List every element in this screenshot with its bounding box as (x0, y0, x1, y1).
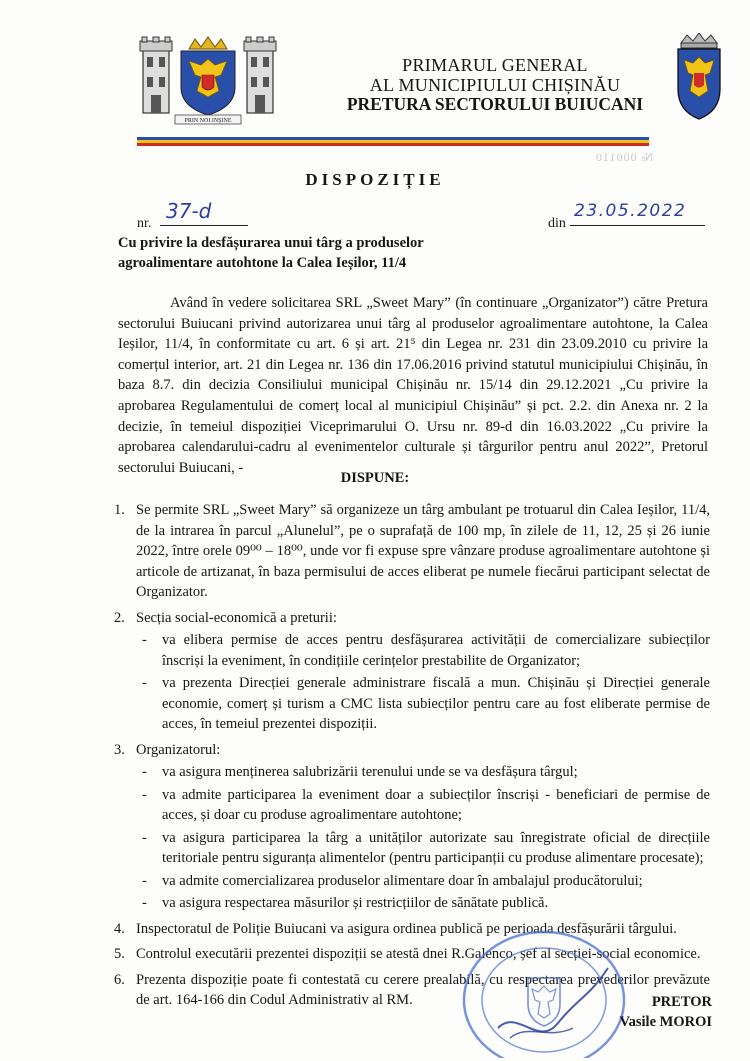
item-text: Controlul executării prezentei dispoziții se atestă dnei R.Galenco, șef al secției-social economice. (136, 946, 701, 962)
document-subject: Cu privire la desfășurarea unui târg a produselor agroalimentare autohtone la Calea Ieșilor, 11/4 (118, 235, 424, 271)
sub-item (136, 871, 710, 892)
sub-item-text: va admite participarea la eveniment doar a subiecților înscriși - beneficiari de permise de acces, și doar cu produse agroalimentare autohtone; (162, 786, 710, 823)
header-pretura: PRETURA SECTORULUI BUIUCANI (346, 94, 644, 114)
ghost-serial: № 000110 (595, 150, 654, 164)
official-stamp (458, 928, 630, 1058)
sub-item-text: va prezenta Direcției generale administrare fiscală a mun. Chișinău și Direcției generale economie, comerț și turism a CMC lista subiecților pentru care au fost eliberate permise de acces, în temeiul prezentei dispoziții. (162, 675, 710, 732)
item-text: Secția social-economică a preturii: (136, 609, 337, 626)
header-municipiul: AL MUNICIPIULUI CHIȘINĂU (369, 75, 621, 95)
dash-bullet: - (142, 872, 147, 889)
sub-item (136, 630, 710, 671)
sub-item-text: va asigura menținerea salubrizării terenului unde se va desfășura târgul; (162, 764, 578, 780)
nr-value: 37-d (160, 196, 248, 226)
date-value: 23.05.2022 (570, 196, 705, 226)
sub-item (136, 762, 710, 783)
item-number: 6. (114, 971, 125, 988)
dash-bullet: - (142, 829, 147, 846)
dash-bullet: - (142, 764, 147, 780)
emblem-motto: PRIN NOI INȘINE (184, 118, 232, 124)
sub-item (136, 893, 710, 914)
header-primarul-general: PRIMARUL GENERAL (402, 55, 588, 75)
sub-item-text: va admite comercializarea produselor alimentare doar în ambalajul producătorului; (162, 872, 643, 889)
sub-item-text: va elibera permise de acces pentru desfășurarea activității de comercializare subiecților înscriși la eveniment, în condițiile cerințelor prestabilite de Organizator; (162, 632, 710, 669)
din-label: din (548, 216, 566, 231)
intro-paragraph: Având în vedere solicitarea SRL „Sweet Mary” (în continuare „Organizator”) către Pretura sectorului Buiucani privind autorizarea unui târg al produselor agroalimentare autohtone, la Calea Ieșilor, 11/4, în conformitate cu art. 6 și art. 21⁵ din Legea nr. 231 din 23.09.2010 cu privire la comerțul interior, art. 21 din Legea nr. 136 din 17.06.2016 privind statutul municipiului Chișinău, în baza 8.7. din decizia Consiliului municipal Chișinău nr. 15/14 din 29.12.2021 „Cu privire la aprobarea Regulamentului de comerț local al municipiul Chișinău” și pct. 2.2. din Anexa nr. 2 la decizie, în temeiul dispoziției Viceprimarului O. Ursu nr. 89-d din 16.03.2022 „Cu privire la aprobarea calendarului-cadru al evenimentelor culturale și târgurilor pentru anul 2022”, Pretorul sectorului Buiucani, - (118, 295, 708, 476)
sub-item (136, 673, 710, 735)
signature-name: Vasile MOROI (619, 1014, 712, 1030)
nr-label: nr. (137, 216, 152, 231)
item-number: 3. (114, 741, 125, 758)
chisinau-coat-of-arms-left (137, 35, 279, 125)
tricolor-divider (137, 137, 649, 146)
dash-bullet: - (142, 895, 147, 911)
list-item (108, 740, 710, 914)
sub-item-text: va asigura participarea la târg a unităților autorizate sau înregistrate oficial de direcțiile teritoriale pentru siguranța alimentelor (pentru participanții cu produse alimentare procesate); (162, 829, 710, 866)
item-text: Organizatorul: (136, 741, 221, 758)
document-title: DISPOZIȚIE (305, 170, 445, 189)
dash-bullet: - (142, 786, 147, 803)
list-item (108, 608, 710, 735)
list-item (108, 500, 710, 603)
item-number: 4. (114, 920, 125, 937)
item-number: 1. (114, 502, 125, 518)
item-number: 5. (114, 946, 125, 962)
dispune-heading: DISPUNE: (340, 470, 410, 486)
sub-item (136, 828, 710, 869)
dash-bullet: - (142, 632, 147, 648)
sub-item (136, 785, 710, 826)
item-text: Inspectoratul de Poliție Buiucani va asigura ordinea publică pe perioada desfășurării târgului. (136, 920, 677, 937)
item-text: Prezenta dispoziție poate fi contestată cu cerere prealabilă, cu respectarea prevederilor prevăzute de art. 164-166 din Codul Administrativ al RM. (136, 971, 710, 1008)
item-number: 2. (114, 609, 125, 626)
item-text: Se permite SRL „Sweet Mary” să organizeze un târg ambulant pe trotuarul din Calea Ieșilor, 11/4, de la intrarea în parcul „Alunelul”, pe o suprafață de 100 mp, în zilele de 11, 12, 25 și 26 iunie 2022, între orele 09⁰⁰ – 18⁰⁰, unde vor fi expuse spre vânzare produse agroalimentare autohtone și articole de artizanat, în baza permisului de acces eliberat pe numele fiecărui participant selectat de Organizator. (136, 502, 710, 600)
sub-item-text: va asigura respectarea măsurilor și restricțiilor de sănătate publică. (162, 895, 549, 911)
dash-bullet: - (142, 675, 147, 691)
signature-title: PRETOR (651, 994, 712, 1010)
